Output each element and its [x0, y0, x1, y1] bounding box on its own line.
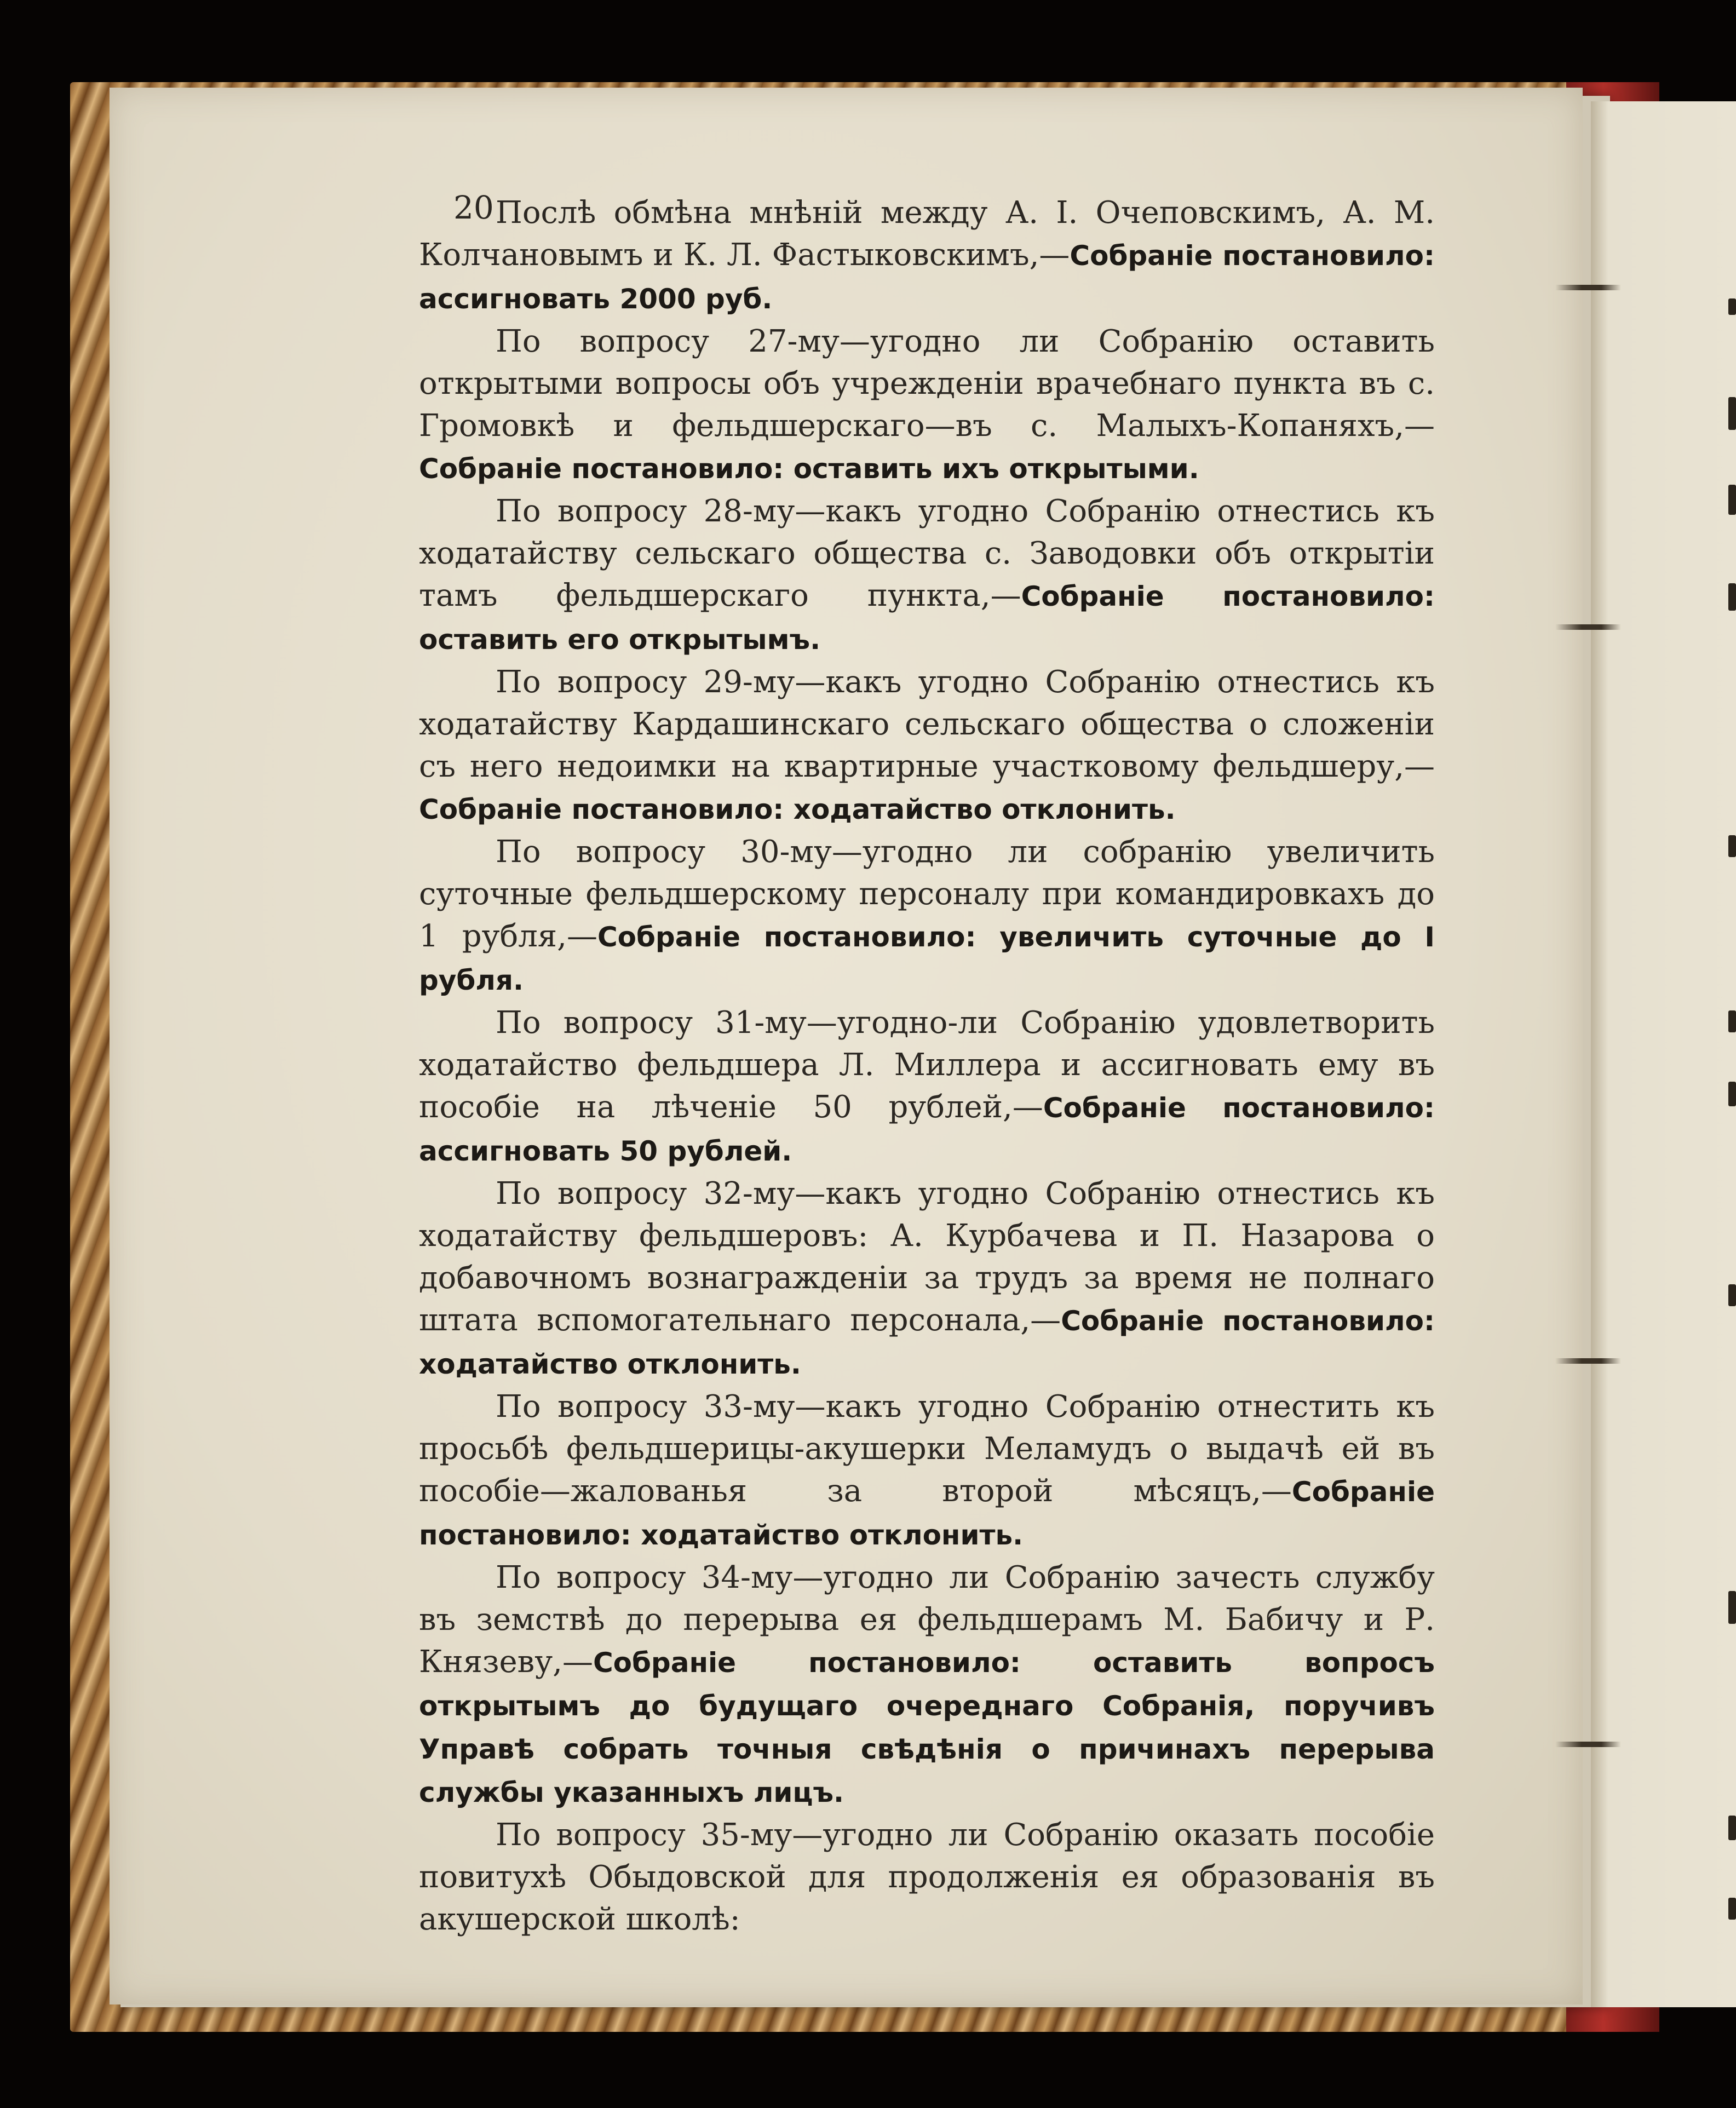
- resolution-text: Собраніе постановило: ходатайство отклонить.: [419, 794, 1176, 825]
- binding-thread: [1555, 1742, 1621, 1747]
- paragraph: [419, 192, 1435, 320]
- facing-page-glyph: [1728, 1010, 1736, 1032]
- resolution-text: Собраніе постановило: ходатайство отклонить.: [419, 1305, 1435, 1380]
- paragraph-text: По вопросу 30-му—угодно ли собранію увеличить суточные фельдшерскому персоналу при командировкахъ до 1 рубля,—: [419, 834, 1435, 954]
- paragraph: [419, 1814, 1435, 1942]
- resolution-text: Собраніе постановило: ассигновать 2000 руб.: [419, 240, 1435, 315]
- page-body: [419, 192, 1435, 1942]
- resolution-text: Собраніе постановило: ходатайство отклонить.: [419, 1476, 1435, 1551]
- facing-page-glyph: [1728, 397, 1736, 430]
- binding-thread: [1555, 1358, 1621, 1364]
- facing-page-glyph: [1728, 1082, 1736, 1106]
- facing-page-glyph: [1728, 1591, 1736, 1624]
- resolution-text: Собраніе постановило: оставить вопросъ открытымъ до будущаго очереднаго Собранія, поручивъ Управѣ собрать точныя свѣдѣнія о причинахъ перерыва службы указанныхъ лицъ.: [419, 1647, 1435, 1808]
- binding-thread: [1555, 285, 1621, 290]
- facing-page-glyph: [1728, 1284, 1736, 1306]
- facing-page-glyph: [1728, 1898, 1736, 1920]
- facing-page-glyph: [1728, 485, 1736, 515]
- paragraph-text: По вопросу 32-му—какъ угодно Собранію отнестись къ ходатайству фельдшеровъ: А. Курбачева и П. Назарова о добавочномъ вознагражденіи за трудъ за время не полнаго штата вспомогательнаго персонала,—: [419, 1176, 1435, 1338]
- paragraph: [419, 1386, 1435, 1556]
- paragraph: [419, 1002, 1435, 1173]
- paragraph: [419, 1173, 1435, 1386]
- paragraph-text: Послѣ обмѣна мнѣній между А. I. Очеповскимъ, А. М. Колчановымъ и К. Л. Фастыковскимъ,—: [419, 195, 1435, 273]
- facing-page-glyph: [1728, 1816, 1736, 1840]
- facing-page-edge: [1591, 101, 1736, 2007]
- facing-page-glyph: [1728, 583, 1736, 611]
- paragraph-text: По вопросу 34-му—угодно ли Собранію зачесть службу въ земствѣ до перерыва ея фельдшерамъ М. Бабичу и Р. Князеву,—: [419, 1560, 1435, 1680]
- resolution-text: Собраніе постановило: ассигновать 50 рублей.: [419, 1092, 1435, 1167]
- resolution-text: Собраніе постановило: оставить ихъ открытыми.: [419, 453, 1199, 485]
- paragraph-text: По вопросу 27-му—угодно ли Собранію оставить открытыми вопросы объ учрежденіи врачебнаго пункта въ с. Громовкѣ и фельдшерскаго—въ с. Малыхъ-Копаняхъ,—: [419, 324, 1435, 444]
- binding-thread: [1555, 624, 1621, 630]
- paragraph: [419, 1556, 1435, 1814]
- facing-page-glyph: [1728, 298, 1736, 315]
- paragraph-text: По вопросу 28-му—какъ угодно Собранію отнестись къ ходатайству сельскаго общества с. Заводовки объ открытіи тамъ фельдшерскаго пункта,—: [419, 493, 1435, 613]
- paragraph-text: По вопросу 35-му—угодно ли Собранію оказать пособіе повитухѣ Обыдовской для продолженія ея образованія въ акушерской школѣ:: [419, 1817, 1435, 1937]
- paragraph-text: По вопросу 33-му—какъ угодно Собранію отнестить къ просьбѣ фельдшерицы-акушерки Меламудъ о выдачѣ ей въ пособіе—жалованья за второй мѣсяцъ,—: [419, 1389, 1435, 1509]
- resolution-text: Собраніе постановило: увеличить суточные до I рубля.: [419, 921, 1435, 996]
- paragraph-text: По вопросу 31-му—угодно-ли Собранію удовлетворить ходатайство фельдшера Л. Миллера и ассигновать ему въ пособіе на лѣченіе 50 рублей,—: [419, 1005, 1435, 1125]
- facing-page-glyph: [1728, 835, 1736, 857]
- page-number: 20: [453, 189, 494, 226]
- resolution-text: Собраніе постановило: оставить его открытымъ.: [419, 581, 1435, 656]
- paragraph: [419, 661, 1435, 831]
- paragraph: [419, 320, 1435, 490]
- paragraph: [419, 831, 1435, 1002]
- paragraph: [419, 490, 1435, 661]
- paragraph-text: По вопросу 29-му—какъ угодно Собранію отнестись къ ходатайству Кардашинскаго сельскаго общества о сложеніи съ него недоимки на квартирные участковому фельдшеру,—: [419, 664, 1435, 784]
